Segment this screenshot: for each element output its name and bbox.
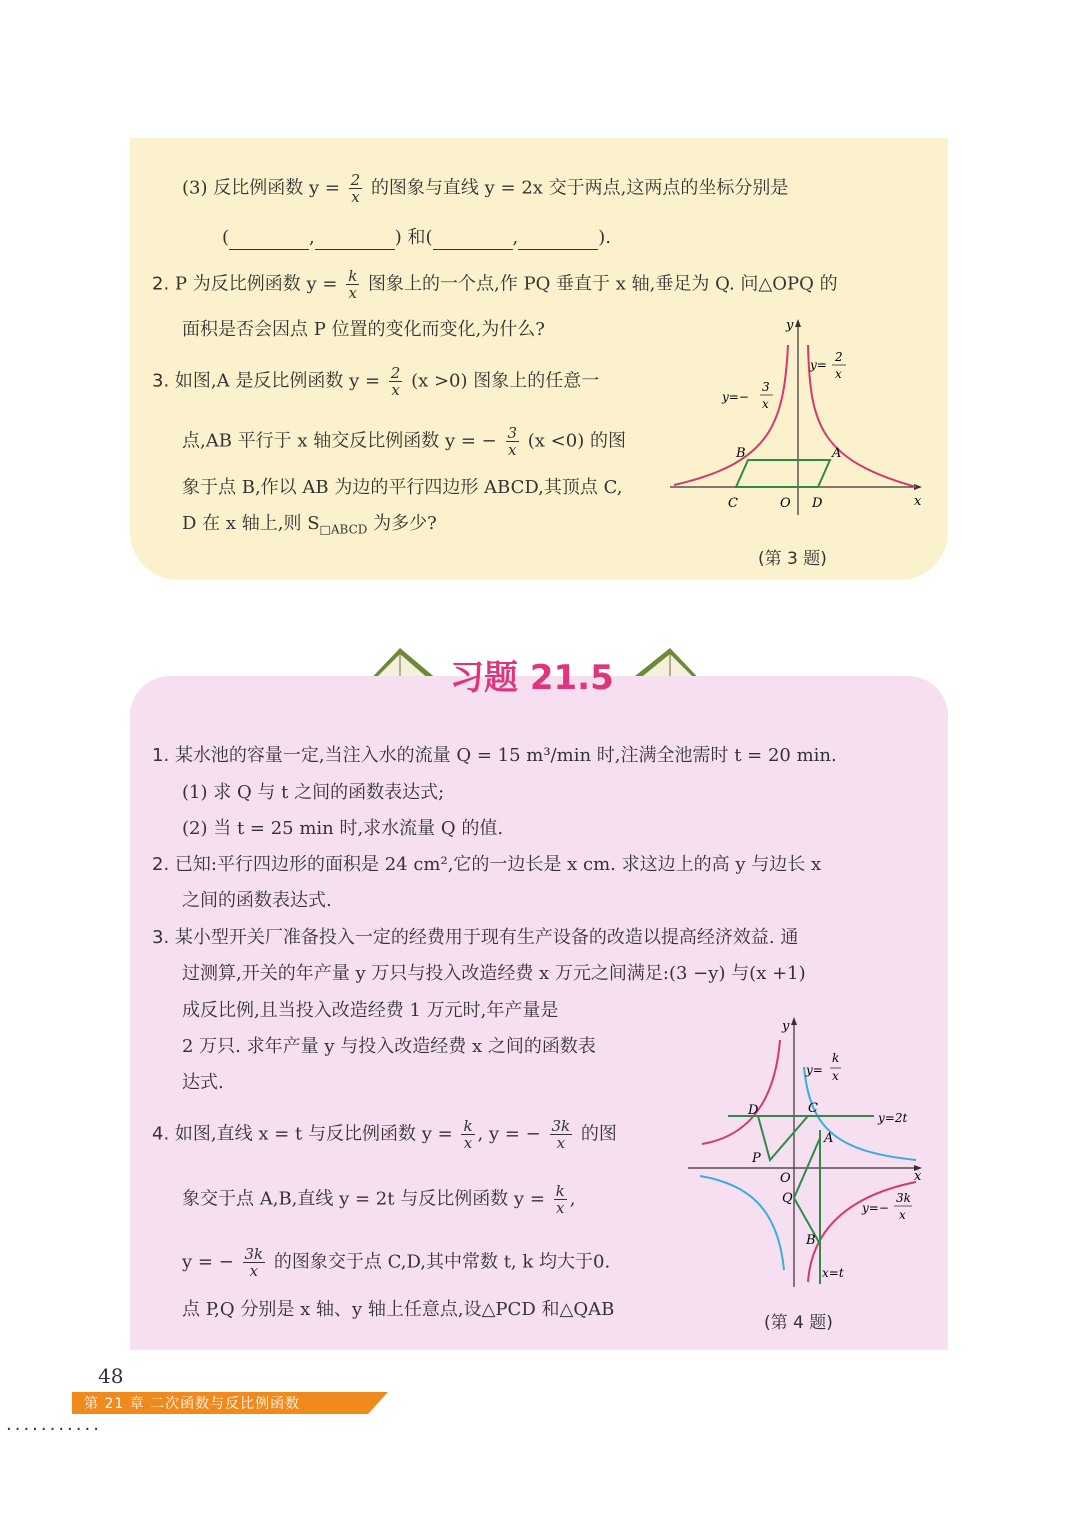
curve-neg-3-over-x [674, 345, 788, 485]
label-a: A [832, 446, 842, 461]
problem-3-line1: 3. 如图,A 是反比例函数 y = $\frac{2}{x}$ (x >0) 图象上的任意一 [152, 364, 600, 399]
label-curve-right-den: x [835, 367, 842, 381]
ex-problem-1-sub2: (2) 当 t = 25 min 时,求水流量 Q 的值. [182, 818, 504, 839]
label-curve-3k-num: 3k [896, 1191, 911, 1205]
ex-problem-3-line5: 达式. [182, 1072, 224, 1093]
label-x: x [914, 1169, 922, 1184]
blank-3[interactable] [433, 231, 513, 250]
label-line-y: y=2t [878, 1111, 908, 1125]
q3-line1: (3) 反比例函数 y = $\frac{2}{x}$ 的图象与直线 y = 2x 交于两点,这两点的坐标分别是 [182, 171, 789, 206]
ex-problem-3-line4: 2 万只. 求年产量 y 与投入改造经费 x 之间的函数表 [182, 1036, 596, 1057]
exercise-title: 习题 21.5 [450, 658, 614, 698]
label-curve-left: y=− [722, 390, 749, 404]
q3-blanks: ( , ) 和( , ). [222, 227, 612, 248]
label-c: C [728, 496, 738, 511]
label-b: B [736, 446, 746, 461]
label-curve-left-num: 3 [762, 380, 770, 394]
ex-problem-1-line1: 1. 某水池的容量一定,当注入水的流量 Q = 15 m³/min 时,注满全池需时 t = 20 min. [152, 745, 837, 766]
label-c: C [808, 1101, 818, 1116]
dotted-rule: ........... [6, 1414, 102, 1435]
problem-2-line2: 面积是否会因点 P 位置的变化而变化,为什么? [182, 319, 545, 340]
label-curve-k-num: k [832, 1051, 840, 1065]
label-b: B [806, 1233, 816, 1248]
curve-neg3k-over-x-q2 [702, 1040, 780, 1144]
label-curve-k-den: x [832, 1069, 839, 1083]
blank-2[interactable] [315, 231, 395, 250]
blank-1[interactable] [229, 231, 309, 250]
ex-problem-3-line3: 成反比例,且当投入改造经费 1 万元时,年产量是 [182, 1000, 559, 1021]
ex-problem-3-line2: 过测算,开关的年产量 y 万只与投入改造经费 x 万元之间满足:(3 −y) 与(x +1) [182, 963, 806, 984]
problem-2-line1: 2. P 为反比例函数 y = $\frac{k}{x}$ 图象上的一个点,作 PQ 垂直于 x 轴,垂足为 Q. 问△OPQ 的 [152, 267, 838, 302]
ex-problem-4-line1: 4. 如图,直线 x = t 与反比例函数 y = $\frac{k}{x}$ , y = − $\frac{3k}{x}$ 的图 [152, 1117, 617, 1152]
figure-3 [670, 315, 930, 520]
parallelogram-abcd [736, 460, 830, 487]
ex-problem-4-line3: y = − $\frac{3k}{x}$ 的图象交于点 C,D,其中常数 t, k 均大于0. [182, 1245, 611, 1280]
ex-problem-2-line2: 之间的函数表达式. [182, 890, 332, 911]
blank-4[interactable] [518, 231, 598, 250]
curve-k-over-x-q3 [700, 1176, 784, 1270]
ex-problem-1-sub1: (1) 求 Q 与 t 之间的函数表达式; [182, 782, 445, 803]
triangle-pcd [758, 1116, 808, 1160]
problem-3-line3: 象于点 B,作以 AB 为边的平行四边形 ABCD,其顶点 C, [182, 477, 623, 498]
label-d: D [748, 1103, 759, 1118]
problem-3-line2: 点,AB 平行于 x 轴交反比例函数 y = − $\frac{3}{x}$ (x <0) 的图 [182, 424, 626, 459]
label-curve-right-num: 2 [835, 350, 843, 364]
ex-problem-2-line1: 2. 已知:平行四边形的面积是 24 cm²,它的一边长是 x cm. 求这边上的高 y 与边长 x [152, 854, 822, 875]
label-curve-3k: y=− [862, 1201, 889, 1215]
problem-3-line4: D 在 x 轴上,则 $S_{□ABCD}$ 为多少? [182, 513, 437, 537]
label-curve-3k-den: x [899, 1208, 906, 1222]
label-line-x: x=t [822, 1266, 844, 1280]
ex-problem-3-line1: 3. 某小型开关厂准备投入一定的经费用于现有生产设备的改造以提高经济效益. 通 [152, 927, 799, 948]
label-y: y [786, 318, 794, 333]
label-x: x [914, 494, 922, 509]
label-y: y [782, 1019, 790, 1034]
label-curve-k: y= [806, 1063, 823, 1077]
page-number: 48 [98, 1364, 124, 1388]
figure-4-caption: (第 4 题) [764, 1313, 833, 1333]
chapter-title: 第 21 章 二次函数与反比例函数 [84, 1396, 301, 1412]
label-a: A [824, 1131, 834, 1146]
label-o: O [780, 496, 791, 511]
figure-4 [688, 1012, 928, 1292]
figure-3-caption: (第 3 题) [758, 549, 827, 569]
ex-problem-4-line4: 点 P,Q 分别是 x 轴、y 轴上任意点,设△PCD 和△QAB [182, 1299, 615, 1320]
label-d: D [812, 496, 823, 511]
ex-problem-4-line2: 象交于点 A,B,直线 y = 2t 与反比例函数 y = $\frac{k}{x}$ , [182, 1182, 576, 1217]
triangle-qab [794, 1138, 820, 1244]
label-q: Q [782, 1191, 793, 1206]
label-curve-right: y= [810, 358, 827, 372]
label-curve-left-den: x [762, 397, 769, 411]
label-p: P [752, 1151, 761, 1166]
label-o: O [780, 1171, 791, 1186]
